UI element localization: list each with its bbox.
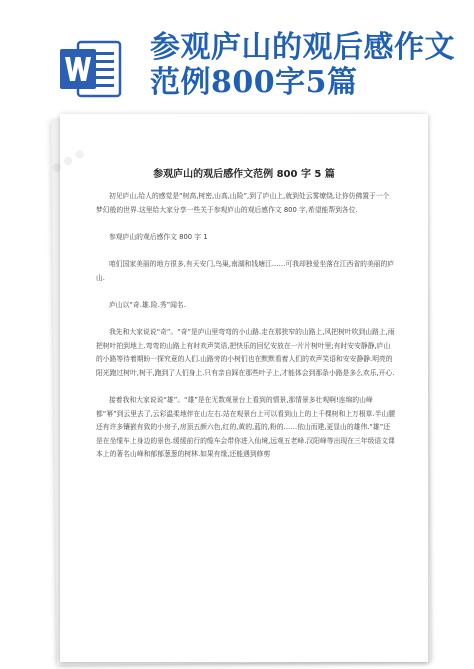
document-body	[96, 190, 396, 475]
paragraph-intro: 初见庐山,给人的感觉是“树高,树密,山高,山险”,到了庐山上,就到处云雾缭绕,让你仿佛置于一个梦幻般的世界.这里给大家分享一些关于参观庐山的观后感作文 800 字,希望能帮到各位.	[96, 192, 390, 214]
document-title: 参观庐山的观后感作文范例 800 字 5 篇	[153, 169, 335, 180]
paragraph: 我先和大家说说“奇”。“奇”是庐山里弯弯的小山路.走在那狭窄的山路上,风把树叶吹到山路上,雨把树叶拍到地上.弯弯的山路上有时欢声笑语,把快乐的回忆安放在一片片树叶里;有时安安静静,庐山的小路等待着期盼一探究竟的人们.山路旁的小树们也在默默看着人们的欢声笑语和安安静静.明亮的阳光跑过树叶,树干,跑到了人们身上.只有亲自踩在那些叶子上,才能体会到那条小路是多么欢乐,开心.	[96, 327, 395, 377]
banner-title: 参观庐山的观后感作文范例800字5篇	[150, 30, 455, 100]
paragraph: 咱们国家美丽的地方很多,有天安门,鸟巢,南湖和钱塘江……可我却独爱坐落在江西省的美丽的庐山.	[96, 259, 395, 282]
section-heading: 参观庐山的观后感作文 800 字 1	[109, 232, 208, 241]
paragraph: 接着我和大家说说“雄”。“雄”是在无数观景台上看到的情景,那情景多壮观啊!连绵的山峰都“幂”到云里去了,云彩温柔地伴在山左右.站在观景台上可以看到山上的上千棵树和上万根草.半山腰还有许多镶嵌有致的小房子,房顶五颜六色,红的,黄的,蓝的,粉的……依山而建,更显山的雄伟.“雄”还是在坐缆车上身边的景色.缓缓前行的缆车会带你进入仙境,远观五老峰.汉阳峰等出现在三年级语文课本上的著名山峰和郁郁葱葱的树林.如果有缘,还能遇到修剪	[96, 395, 395, 459]
document-page	[49, 114, 428, 662]
header-banner	[0, 0, 474, 110]
watermark: ● ● ●	[49, 145, 87, 176]
paragraph: 庐山以“奇.雄.险.秀”闻名.	[109, 300, 186, 309]
word-document-icon	[60, 40, 122, 98]
